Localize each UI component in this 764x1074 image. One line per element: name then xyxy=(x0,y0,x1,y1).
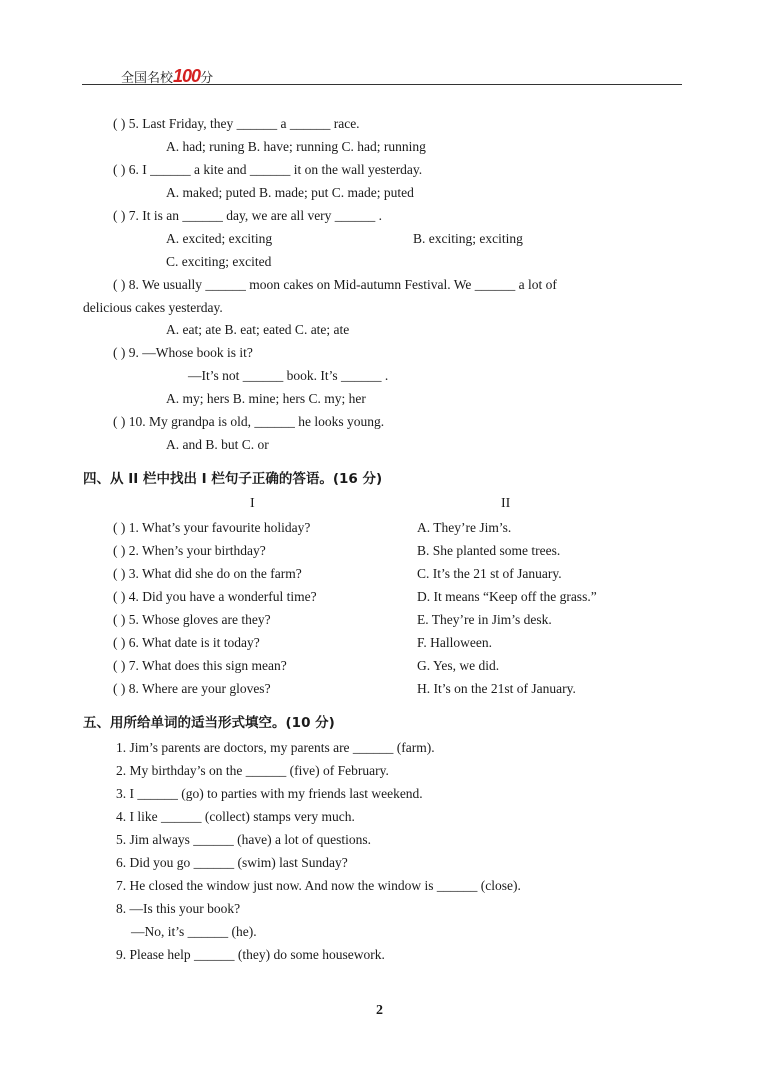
q3-7-option-b: B. exciting; exciting xyxy=(413,231,523,246)
match-answer: H. It’s on the 21st of January. xyxy=(417,681,576,696)
page-number: 2 xyxy=(376,1003,383,1018)
fill-item: 7. He closed the window just now. And now the window is ______ (close). xyxy=(116,878,521,893)
brand-number: 100 xyxy=(173,66,201,86)
match-answer: B. She planted some trees. xyxy=(417,543,561,558)
q3-10: ( ) 10. My grandpa is old, ______ he looks young. xyxy=(113,414,385,429)
match-answer: G. Yes, we did. xyxy=(417,658,500,673)
match-answer: F. Halloween. xyxy=(417,635,493,650)
match-question: ( ) 2. When’s your birthday? xyxy=(113,543,266,558)
q3-8-continued: delicious cakes yesterday. xyxy=(83,300,223,315)
q3-8: ( ) 8. We usually ______ moon cakes on Mid-autumn Festival. We ______ a lot of xyxy=(113,277,557,292)
fill-item: 3. I ______ (go) to parties with my friends last weekend. xyxy=(116,786,423,801)
brand-suffix: 分 xyxy=(200,71,214,86)
q3-5: ( ) 5. Last Friday, they ______ a ______ race. xyxy=(113,116,360,131)
brand-prefix: 全国名校 xyxy=(121,71,174,86)
section4-title: 四、从 II 栏中找出 I 栏句子正确的答语。(16 分) xyxy=(83,471,383,487)
match-answer: C. It’s the 21 st of January. xyxy=(417,566,562,581)
match-answer: A. They’re Jim’s. xyxy=(417,520,512,535)
match-question: ( ) 3. What did she do on the farm? xyxy=(113,566,302,581)
q3-7-option-a: A. excited; exciting xyxy=(166,231,273,246)
q3-9-reply: —It’s not ______ book. It’s ______ . xyxy=(188,368,389,383)
fill-item: 4. I like ______ (collect) stamps very much. xyxy=(116,809,355,824)
fill-item: 2. My birthday’s on the ______ (five) of February. xyxy=(116,763,389,778)
q3-5-options: A. had; runing B. have; running C. had; running xyxy=(166,139,426,154)
match-question: ( ) 6. What date is it today? xyxy=(113,635,260,650)
match-question: ( ) 5. Whose gloves are they? xyxy=(113,612,271,627)
match-answer: E. They’re in Jim’s desk. xyxy=(417,612,552,627)
q3-8-options: A. eat; ate B. eat; eated C. ate; ate xyxy=(166,322,350,337)
q3-10-options: A. and B. but C. or xyxy=(166,437,269,452)
column-ii-heading: II xyxy=(501,496,511,511)
q3-6: ( ) 6. I ______ a kite and ______ it on the wall yesterday. xyxy=(113,162,423,177)
q3-7-option-c: C. exciting; excited xyxy=(166,254,272,269)
fill-item: 9. Please help ______ (they) do some housework. xyxy=(116,947,385,962)
column-i-heading: I xyxy=(250,496,255,511)
match-answer: D. It means “Keep off the grass.” xyxy=(417,589,597,604)
q3-9: ( ) 9. —Whose book is it? xyxy=(113,345,253,360)
fill-item: 1. Jim’s parents are doctors, my parents are ______ (farm). xyxy=(116,740,435,755)
fill-item: 5. Jim always ______ (have) a lot of questions. xyxy=(116,832,371,847)
q3-7: ( ) 7. It is an ______ day, we are all very ______ . xyxy=(113,208,383,223)
fill-item: 8. —Is this your book? xyxy=(116,901,241,916)
match-question: ( ) 1. What’s your favourite holiday? xyxy=(113,520,311,535)
fill-item-reply: —No, it’s ______ (he). xyxy=(131,924,257,939)
fill-item: 6. Did you go ______ (swim) last Sunday? xyxy=(116,855,348,870)
match-question: ( ) 8. Where are your gloves? xyxy=(113,681,271,696)
q3-6-options: A. maked; puted B. made; put C. made; puted xyxy=(166,185,414,200)
match-question: ( ) 4. Did you have a wonderful time? xyxy=(113,589,317,604)
q3-9-options: A. my; hers B. mine; hers C. my; her xyxy=(166,391,366,406)
header-rule xyxy=(82,84,682,85)
section5-title: 五、用所给单词的适当形式填空。(10 分) xyxy=(83,715,335,731)
match-question: ( ) 7. What does this sign mean? xyxy=(113,658,287,673)
